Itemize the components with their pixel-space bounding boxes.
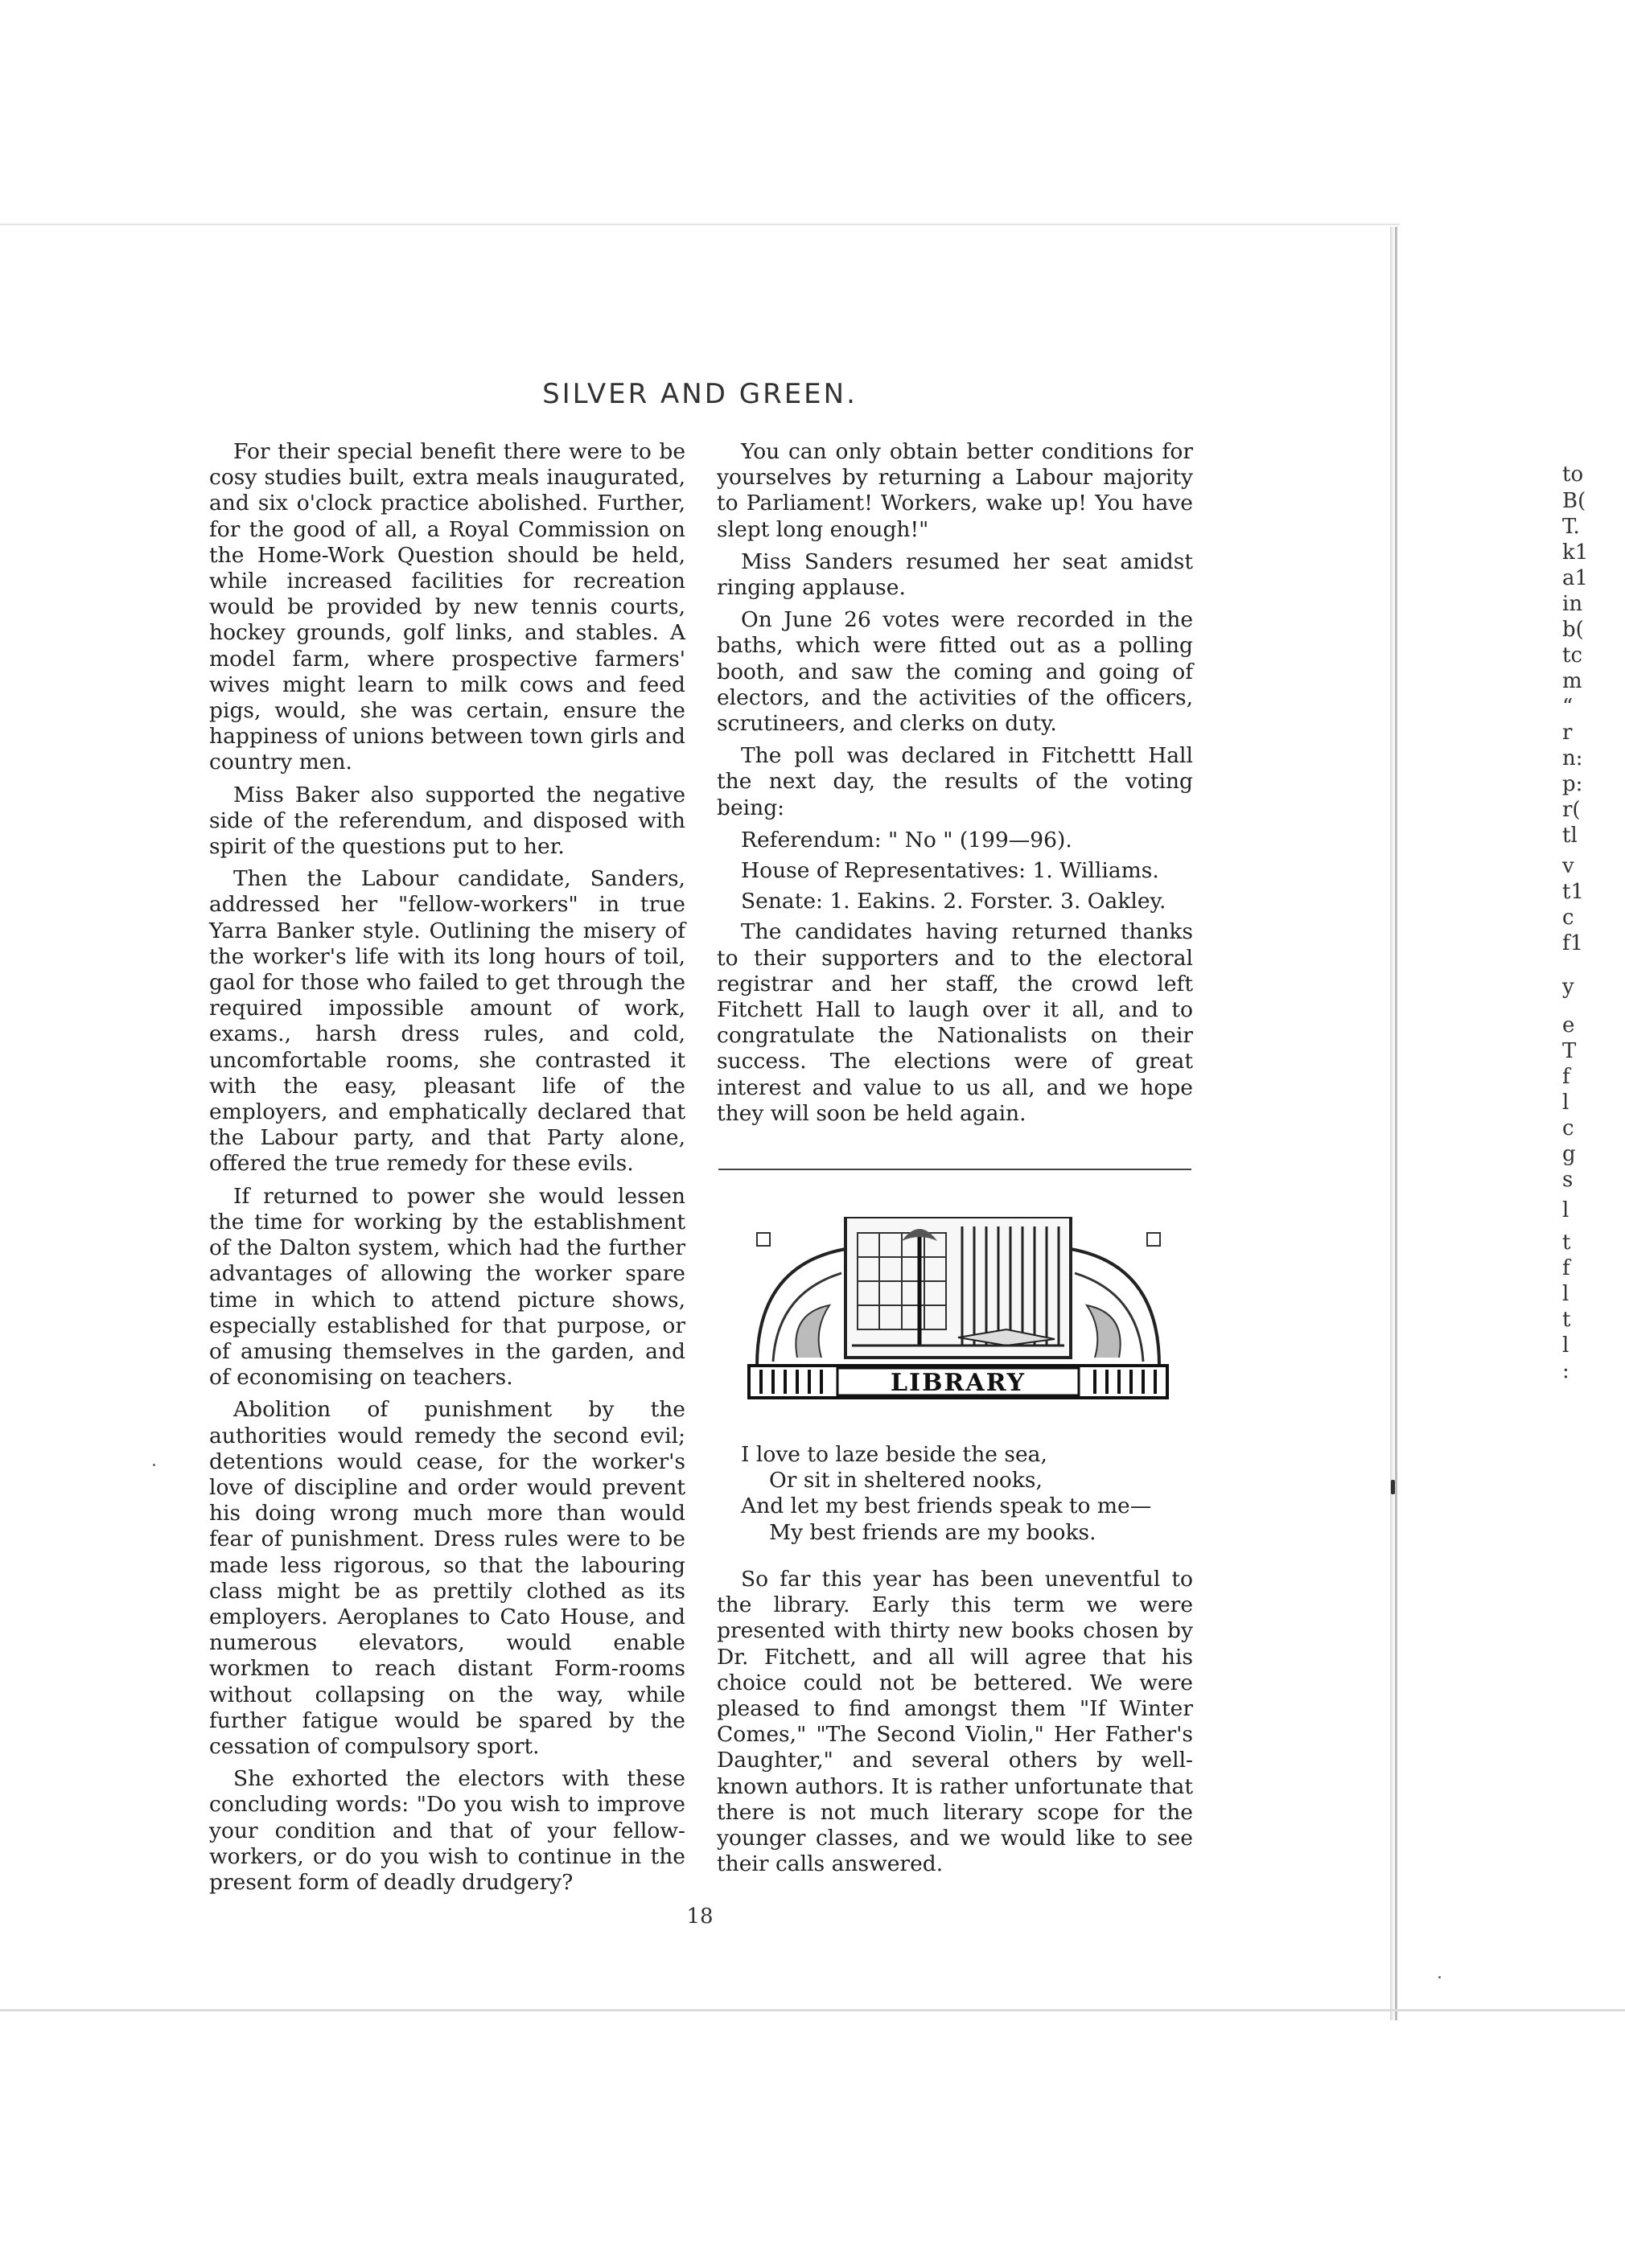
facing-page-fragment: c [1562,906,1574,930]
referendum-result: Referendum: " No " (199—96). [741,827,1072,853]
facing-page-fragment: v [1562,854,1574,878]
facing-page-fragment: s [1562,1168,1574,1192]
poem-line: I love to laze beside the sea, [741,1442,1047,1468]
house-result: House of Representatives: 1. Williams. [741,858,1159,884]
print-speck [153,1464,155,1466]
page-top-edge [0,224,1400,225]
section-divider [718,1169,1191,1170]
facing-page-fragment: c [1562,1116,1574,1140]
facing-page-fragment: tc [1562,643,1583,668]
facing-page-fragment: y [1562,975,1574,999]
facing-page-fragment: r [1562,721,1573,745]
facing-page-fragment: f [1562,1065,1570,1089]
paragraph: For their special benefit there were to be cosy studies built, extra meals inaugurated, and six o'clock practice abolished. Further, for the good of all, a Royal Commission on the Home-Work Question should be held, while increased facilities for recreation would be provided by new tennis courts, hockey grounds, golf links, and stables. A model farm, where prospective farmers' wives might learn to milk cows and feed pigs, would, she was certain, ensure the happiness of unions between town girls and country men. [209,439,685,775]
facing-page-fragment: t [1562,1231,1571,1255]
facing-page-fragment: l [1562,1198,1569,1222]
election-results [717,828,1193,915]
senate-result: Senate: 1. Eakins. 2. Forster. 3. Oakley. [741,889,1166,914]
facing-page-fragment: l [1562,1333,1569,1358]
facing-page-fragment: m [1562,669,1582,693]
facing-page-fragment: f1 [1562,931,1584,955]
facing-page-fragment: f [1562,1256,1570,1280]
facing-page-fragment: k1 [1562,540,1589,565]
left-column [209,439,685,1902]
facing-page-fragment: to [1562,462,1584,487]
facing-page-fragment: B( [1562,489,1586,513]
facing-page-fragment: t [1562,1308,1571,1332]
facing-page-fragment: “ [1562,695,1574,719]
facing-page-fragment: : [1562,1359,1569,1383]
library-paragraph: So far this year has been uneventful to the library. Early this term we were presented with thirty new books chosen by Dr. Fitchett, and all will agree that his choice could not be bettered. We were pleased to find amongst them "If Winter Comes," "The Second Violin," Her Father's Daughter," and several others by well-known authors. It is rather unfortunate that there is not much literary scope for the younger classes, and we would like to see their calls answered. [717,1566,1193,1877]
facing-page-fragment: r( [1562,798,1581,822]
facing-page-fragment: n: [1562,746,1583,770]
paragraph: If returned to power she would lessen the time for working by the establishment of the Dalton system, which had the further advantages of allowing the worker spare time in which to attend picture shows, especially established for that purpose, or of amusing themselves in the garden, and of economising on teachers. [209,1183,685,1391]
library-illustration [741,1217,1175,1410]
paragraph: Miss Baker also supported the negative side of the referendum, and disposed with spirit of the questions put to her. [209,782,685,860]
facing-page-fragment: p: [1562,772,1583,796]
poem-line: And let my best friends speak to me— [741,1494,1152,1519]
facing-page-fragment: in [1562,592,1583,616]
right-column [717,439,1193,1884]
paragraph: The poll was declared in Fitchettt Hall the next day, the results of the voting being: [717,743,1193,820]
facing-page-fragment: b( [1562,618,1584,642]
paragraph: The candidates having returned thanks to their supporters and to the electoral registrar and her staff, the crowd left Fitchett Hall to laugh over it all, and to congratulate the Nationalists on their success. The elections were of great interest and value to us all, and we hope they will soon be held again. [717,919,1193,1126]
binding-mark [1391,1480,1395,1494]
facing-page-fragment: l [1562,1091,1569,1115]
facing-page-fragment: T. [1562,515,1580,539]
poem [717,1442,1193,1546]
paragraph: You can only obtain better conditions for yourselves by returning a Labour majority to Parliament! Workers, wake up! You have slept long enough!" [717,439,1193,542]
print-speck [1438,1976,1441,1978]
facing-page-fragment: t1 [1562,880,1584,904]
library-heading: LIBRARY [890,1369,1026,1398]
poem-line: My best friends are my books. [769,1519,1096,1545]
facing-page-edge [1395,227,1397,2020]
paragraph: Then the Labour candidate, Sanders, addressed her "fellow-workers" in true Yarra Banker style. Outlining the misery of the worker's life with its long hours of toil, gaol for those who failed to get through the required impossible amount of work, exams., harsh dress rules, and cold, uncomfortable rooms, she contrasted it with the easy, pleasant life of the employers, and emphatically declared that the Labour party, and that Party alone, offered the true remedy for these evils. [209,866,685,1177]
facing-page-fragment: a1 [1562,566,1589,590]
paragraph: Miss Sanders resumed her seat amidst ringing applause. [717,549,1193,601]
page-number: 18 [686,1904,714,1929]
facing-page-fragment: T [1562,1039,1577,1063]
running-head: SILVER AND GREEN. [542,378,858,410]
facing-page-fragment: l [1562,1282,1569,1306]
paragraph: Abolition of punishment by the authorities would remedy the second evil; detentions would cease, for the worker's love of discipline and order would prevent his doing wrong much more than would fear of punishment. Dress rules were to be made less rigorous, so that the labouring class might be as prettily clothed as its employers. Aeroplanes to Cato House, and numerous elevators, would enable workmen to reach distant Form-rooms without collapsing on the way, while further fatigue would be spared by the cessation of compulsory sport. [209,1397,685,1759]
paragraph: She exhorted the electors with these concluding words: "Do you wish to improve your condition and that of your fellow-workers, or do you wish to continue in the present form of deadly drudgery? [209,1766,685,1895]
facing-page-fragment: g [1562,1142,1576,1166]
page-bottom-edge [0,2009,1625,2011]
facing-page-fragment: tl [1562,824,1578,848]
facing-page-fragment: e [1562,1013,1575,1037]
paragraph: On June 26 votes were recorded in the baths, which were fitted out as a polling booth, and saw the coming and going of electors, and the activities of the officers, scrutineers, and clerks on duty. [717,607,1193,737]
poem-line: Or sit in sheltered nooks, [769,1468,1043,1494]
